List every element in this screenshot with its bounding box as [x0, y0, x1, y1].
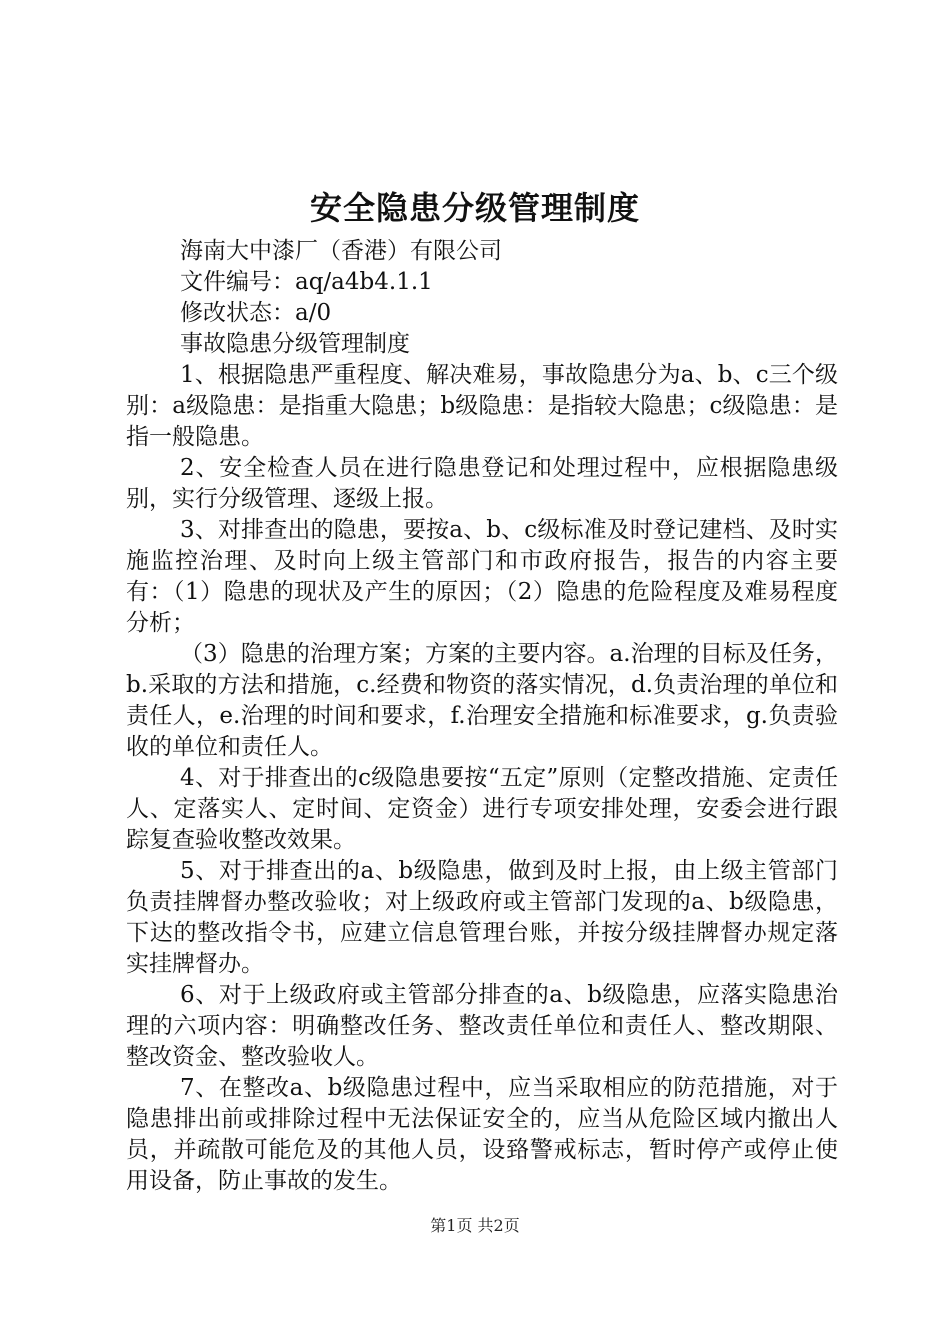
document-subtitle: 事故隐患分级管理制度 [180, 331, 410, 357]
file-number: 文件编号：aq/a4b4.1.1 [180, 269, 433, 295]
paragraph-7: 7、在整改a、b级隐患过程中，应当采取相应的防范措施，对于隐患排出前或排除过程中无法保证安全的，应当从危险区域内撤出人员，并疏散可能危及的其他人员，设臵警戒标志，暂时停产或停止使用设备，防止事故的发生。 [126, 1075, 838, 1194]
document-body [126, 236, 838, 1197]
revision-status: 修改状态：a/0 [180, 300, 332, 326]
paragraph-3: 3、对排查出的隐患，要按a、b、c级标准及时登记建档、及时实施监控治理、及时向上级主管部门和市政府报告，报告的内容主要有：（1）隐患的现状及产生的原因；（2）隐患的危险程度及难易程度分析； [126, 517, 838, 636]
paragraph-4: 4、对于排查出的c级隐患要按“五定”原则（定整改措施、定责任人、定落实人、定时间、定资金）进行专项安排处理，安委会进行跟踪复查验收整改效果。 [126, 765, 838, 853]
paragraph-5: 5、对于排查出的a、b级隐患，做到及时上报，由上级主管部门负责挂牌督办整改验收；对上级政府或主管部门发现的a、b级隐患，下达的整改指令书，应建立信息管理台账，并按分级挂牌督办规定落实挂牌督办。 [126, 858, 838, 977]
document-title: 安全隐患分级管理制度 [309, 189, 640, 227]
paragraph-2: 2、安全检查人员在进行隐患登记和处理过程中，应根据隐患级别，实行分级管理、逐级上报。 [126, 455, 838, 512]
paragraph-3-continued: （3）隐患的治理方案；方案的主要内容。a.治理的目标及任务，b.采取的方法和措施，c.经费和物资的落实情况，d.负责治理的单位和责任人，e.治理的时间和要求，f.治理安全措施和标准要求，g.负责验收的单位和责任人。 [126, 641, 838, 760]
paragraph-1: 1、根据隐患严重程度、解决难易，事故隐患分为a、b、c三个级别：a级隐患：是指重大隐患；b级隐患：是指较大隐患；c级隐患：是指一般隐患。 [126, 362, 838, 450]
company-name: 海南大中漆厂（香港）有限公司 [180, 238, 502, 264]
paragraph-6: 6、对于上级政府或主管部分排查的a、b级隐患，应落实隐患治理的六项内容：明确整改任务、整改责任单位和责任人、整改期限、整改资金、整改验收人。 [126, 982, 838, 1070]
page-footer: 第1页 共2页 [430, 1216, 520, 1235]
